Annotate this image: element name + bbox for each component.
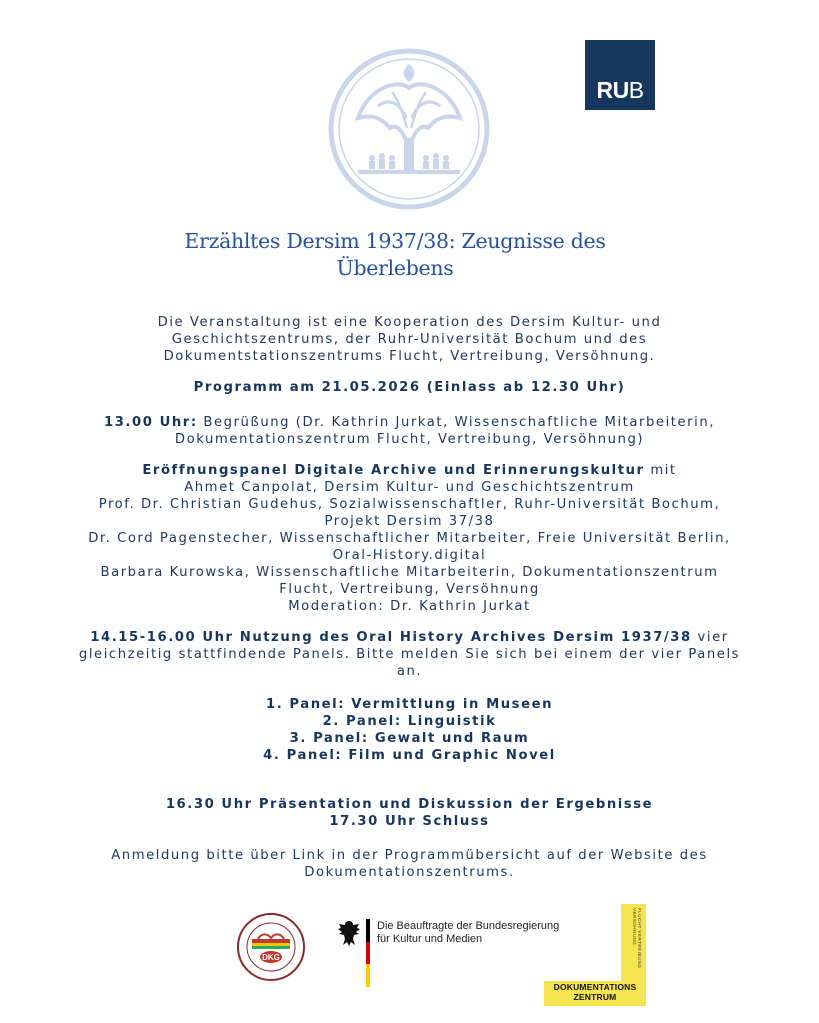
panelist-line: Barbara Kurowska, Wissenschaftliche Mitarbeiterin, Dokumentationszentrum	[100, 565, 719, 580]
panel-list-item: 2. Panel: Linguistik	[322, 714, 497, 729]
panelist-line: Oral-History.digital	[332, 548, 487, 563]
registration-line: Anmeldung bitte über Link in der Programmübersicht auf der Website des	[111, 848, 708, 863]
dkg-logo-text: DKG	[262, 953, 280, 962]
doku-label-line-2: ZENTRUM	[573, 992, 617, 1002]
welcome-time: 13.00 Uhr:	[103, 415, 198, 430]
intro-line: Die Veranstaltung ist eine Kooperation des Dersim Kultur- und	[157, 315, 662, 330]
dkg-logo	[236, 912, 306, 982]
panel-list	[20, 696, 799, 764]
session-item	[20, 629, 799, 680]
page-title	[150, 228, 640, 282]
intro-line: Geschichtszentrums, der Ruhr-Universität Bochum und des	[171, 332, 648, 347]
welcome-item	[20, 414, 799, 448]
title-line-2: Überlebens	[336, 256, 454, 280]
welcome-text: Begrüßung (Dr. Kathrin Jurkat, Wissenschaftliche Mitarbeiterin,	[197, 415, 716, 430]
session-heading: 14.15-16.00 Uhr Nutzung des Oral History Archives Dersim 1937/38	[90, 630, 692, 645]
panelist-line: Prof. Dr. Christian Gudehus, Sozialwissenschaftler, Ruhr-Universität Bochum,	[98, 497, 721, 512]
panelist-line: Flucht, Vertreibung, Versöhnung	[279, 582, 540, 597]
bund-text-line-1: Die Beauftragte der Bundesregierung	[377, 920, 560, 932]
closing-line: 16.30 Uhr Präsentation und Diskussion der Ergebnisse	[165, 797, 654, 812]
panelist-line: Projekt Dersim 37/38	[324, 514, 495, 529]
session-text: an.	[396, 664, 423, 679]
rub-logo-text: RU	[596, 77, 629, 103]
rub-logo	[585, 40, 655, 110]
closing-items	[20, 796, 799, 830]
session-suffix: vier	[691, 630, 729, 645]
title-line-1: Erzähltes Dersim 1937/38: Zeugnisse des	[184, 229, 606, 253]
intro-line: Dokumentstationszentrums Flucht, Vertreibung, Versöhnung.	[163, 349, 656, 364]
intro-paragraph	[20, 314, 799, 365]
opening-panel-heading: Eröffnungspanel Digitale Archive und Erinnerungskultur	[142, 463, 645, 478]
dokumentationszentrum-logo	[544, 904, 646, 1006]
bundesregierung-logo	[336, 919, 560, 989]
program-heading-text: Programm am 21.05.2026 (Einlass ab 12.30 Uhr)	[193, 380, 626, 395]
doku-label-line-1: DOKUMENTATIONS	[553, 982, 637, 992]
opening-panel	[20, 462, 799, 615]
panelist-line: Dr. Cord Pagenstecher, Wissenschaftlicher Mitarbeiter, Freie Universität Berlin,	[88, 531, 731, 546]
registration-line: Dokumentationszentrums.	[304, 865, 515, 880]
panel-list-item: 3. Panel: Gewalt und Raum	[289, 731, 530, 746]
welcome-text-2: Dokumentationszentrum Flucht, Vertreibung, Versöhnung)	[174, 432, 645, 447]
dersim-tree-logo	[328, 48, 490, 210]
panelist-line: Ahmet Canpolat, Dersim Kultur- und Geschichtszentrum	[184, 480, 635, 495]
doku-vertical-text: FLUCHT VERTREIBUNG VERSÖHNUNG	[632, 908, 642, 969]
eagle-icon	[336, 919, 362, 947]
program-heading	[20, 379, 799, 396]
moderation-line: Moderation: Dr. Kathrin Jurkat	[288, 599, 531, 614]
opening-panel-suffix: mit	[644, 463, 677, 478]
german-flag-stripe	[366, 919, 370, 987]
rub-logo-text-light: B	[628, 77, 644, 103]
session-text: gleichzeitig stattfindende Panels. Bitte melden Sie sich bei einem der vier Panels	[78, 647, 741, 662]
closing-line: 17.30 Uhr Schluss	[329, 814, 490, 829]
panel-list-item: 1. Panel: Vermittlung in Museen	[265, 697, 554, 712]
registration-note	[20, 847, 799, 881]
panel-list-item: 4. Panel: Film und Graphic Novel	[263, 748, 556, 763]
bund-text-line-2: für Kultur und Medien	[377, 933, 483, 945]
